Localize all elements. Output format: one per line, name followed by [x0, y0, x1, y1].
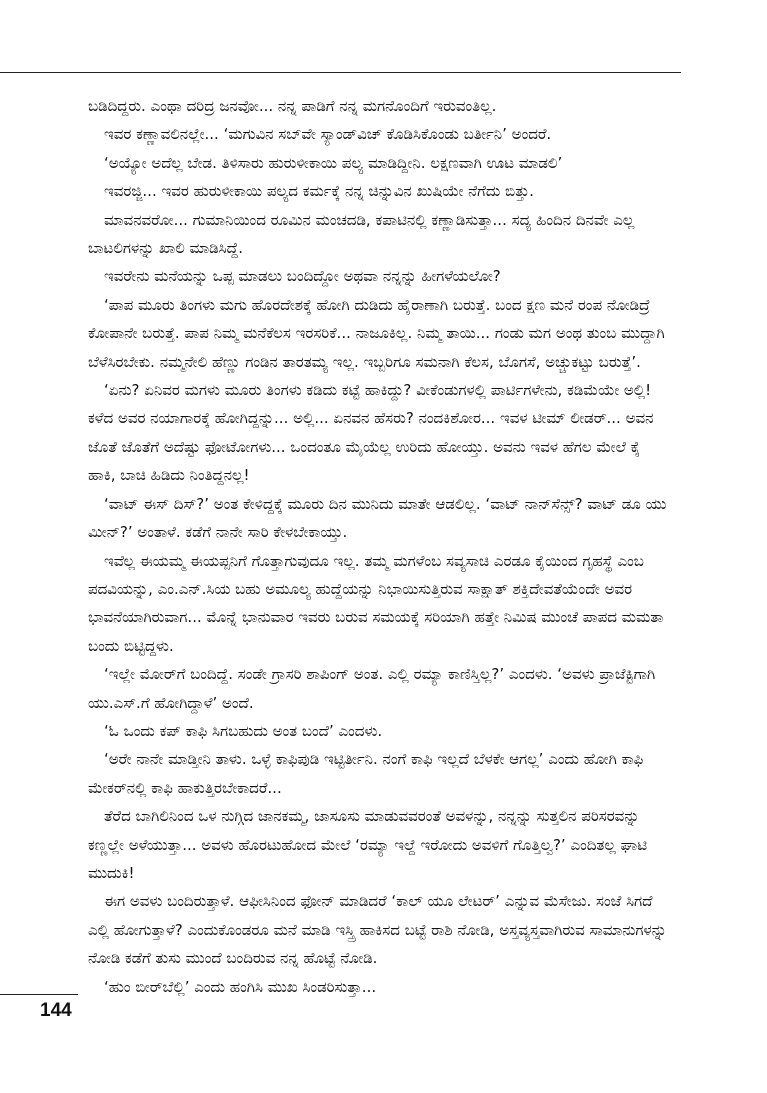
paragraph: ‘ಓ ಒಂದು ಕಪ್ ಕಾಫಿ ಸಿಗಬಹುದು ಅಂತ ಬಂದೆ’ ಎಂದಳು. [104, 721, 383, 740]
paragraph: ‘ಏನು? ಏನಿವರ ಮಗಳು ಮೂರು ತಿಂಗಳು ಕಡಿದು ಕಟ್ಟೆ ಹಾಕಿದ್ದು? ವೀಕೆಂಡುಗಳಲ್ಲಿ ಪಾರ್ಟಿಗಳೇನು, ಕಡಿಮೆಯೇ ಅಲ್ಲಿ! ಕಳೆದ ಅವರ ನಯಾಗಾರಕ್ಕೆ ಹೋಗಿದ್ದನ್ನು... ಅಲ್ಲಿ... ಏನವನ ಹೆಸರು? ನಂದಕಿಶೋರ... ಇವಳ ಟೀಮ್ ಲೀಡರ್... ಅವನ ಜೊತೆ ಜೊತೆಗೆ ಅದೆಷ್ಟು ಫೋಟೋಗಳು... ಒಂದಂತೂ ಮೈಯೆಲ್ಲ ಉರಿದು ಹೋಯ್ತು. ಅವನು ಇವಳ ಹೆಗಲ ಮೇಲೆ ಕೈ ಹಾಕಿ, ಬಾಚಿ ಹಿಡಿದು ನಿಂತಿದ್ದನಲ್ಲ! [88, 381, 654, 485]
paragraph: ‘ಅಯ್ಯೋ ಅದೆಲ್ಲ ಬೇಡ. ತಿಳಿಸಾರು ಹುರುಳೀಕಾಯಿ ಪಲ್ಯ ಮಾಡಿದ್ದೀನಿ. ಲಕ್ಷಣವಾಗಿ ಊಟ ಮಾಡಲಿ’ [104, 153, 563, 172]
footer-rule [0, 994, 78, 995]
paragraph: ಇವರ ಕಣ್ಣಾವಲಿನಲ್ಲೇ... ‘ಮಗುವಿನ ಸಬ್‌ವೇ ಸ್ಯಾಂಡ್‌ವಿಚ್ ಕೊಡಿಸಿಕೊಂಡು ಬರ್ತೀನಿ’ ಅಂದರೆ. [104, 125, 552, 144]
paragraph: ಇವರೇನು ಮನೆಯನ್ನು ಒಪ್ಪ ಮಾಡಲು ಬಂದಿದ್ದೋ ಅಥವಾ ನನ್ನನ್ನು ಹೀಗಳೆಯಲೋ? [104, 267, 501, 286]
page-number: 144 [40, 1000, 72, 1021]
paragraph: ಈಗ ಅವಳು ಬಂದಿರುತ್ತಾಳೆ. ಆಫೀಸಿನಿಂದ ಫೋನ್ ಮಾಡಿದರೆ ‘ಕಾಲ್ ಯೂ ಲೇಟರ್’ ಎನ್ನುವ ಮೆಸೇಜು. ಸಂಜೆ ಸಿಗದೆ ಎಲ್ಲಿ ಹೋಗುತ್ತಾಳೆ? ಎಂದುಕೊಂಡರೂ ಮನೆ ಮಾಡಿ ಇಸ್ತ್ರಿ ಹಾಕಿಸದ ಬಟ್ಟೆ ರಾಶಿ ನೋಡಿ, ಅಸ್ತವ್ಯಸ್ತವಾಗಿರುವ ಸಾಮಾನುಗಳನ್ನು ನೋಡಿ ಕಡೆಗೆ ತುಸು ಮುಂದೆ ಬಂದಿರುವ ನನ್ನ ಹೊಟ್ಟೆ ನೋಡಿ. [88, 892, 667, 968]
body-text [88, 92, 671, 1001]
paragraph: ‘ಇಲ್ಲೇ ಮೋರ್‌ಗೆ ಬಂದಿದ್ದೆ. ಸಂಡೇ ಗ್ರಾಸರಿ ಶಾಪಿಂಗ್ ಅಂತ. ಎಲ್ಲಿ ರಮ್ಯಾ ಕಾಣಿಸ್ತಿಲ್ಲ?’ ಎಂದಳು. ‘ಅವಳು ಪ್ರಾಜೆಕ್ಟಿಗಾಗಿ ಯು.ಎಸ್.ಗೆ ಹೋಗಿದ್ದಾಳೆ’ ಅಂದೆ. [88, 665, 656, 712]
paragraph: ತೆರೆದ ಬಾಗಿಲಿನಿಂದ ಒಳ ನುಗ್ಗಿದ ಜಾನಕಮ್ಮ, ಜಾಸೂಸು ಮಾಡುವವರಂತೆ ಅವಳನ್ನು, ನನ್ನನ್ನು ಸುತ್ತಲಿನ ಪರಿಸರವನ್ನು ಕಣ್ಣಲ್ಲೇ ಅಳೆಯುತ್ತಾ... ಅವಳು ಹೊರಟುಹೋದ ಮೇಲೆ ‘ರಮ್ಯಾ ಇಲ್ದೆ ಇರೋದು ಅವಳಿಗೆ ಗೊತ್ತಿಲ್ವ?’ ಎಂದಿತಲ್ಲ ಘಾಟಿ ಮುದುಕಿ! [88, 807, 647, 882]
paragraph: ‘ಹುಂ ಬೀರ್‌ಬೆಲ್ಲಿ’ ಎಂದು ಹಂಗಿಸಿ ಮುಖ ಸಿಂಡರಿಸುತ್ತಾ... [104, 977, 377, 996]
paragraph: ಇವೆಲ್ಲ ಈಯಮ್ಮ ಈಯಪ್ಪನಿಗೆ ಗೊತ್ತಾಗುವುದೂ ಇಲ್ಲ. ತಮ್ಮ ಮಗಳೆಂಬ ಸವ್ಯಸಾಚಿ ಎರಡೂ ಕೈಯಿಂದ ಗೃಹಸ್ಥೆ ಎಂಬ ಪದವಿಯನ್ನು, ಎಂ.ಎನ್.ಸಿಯ ಬಹು ಅಮೂಲ್ಯ ಹುದ್ದೆಯನ್ನು ನಿಭಾಯಿಸುತ್ತಿರುವ ಸಾಕ್ಷಾತ್ ಶಕ್ತಿದೇವತೆಯೆಂದೇ ಅವರ ಭಾವನೆಯಾಗಿರುವಾಗ... ಮೊನ್ನೆ ಭಾನುವಾರ ಇವರು ಬರುವ ಸಮಯಕ್ಕೆ ಸರಿಯಾಗಿ ಹತ್ತೇ ನಿಮಿಷ ಮುಂಚೆ ಪಾಪದ ಮಮತಾ ಬಂದು ಬಿಟ್ಟಿದ್ದಳು. [88, 551, 664, 655]
header-rule [0, 72, 681, 73]
paragraph: ‘ವಾಟ್ ಈಸ್ ದಿಸ್?’ ಅಂತ ಕೇಳಿದ್ದಕ್ಕೆ ಮೂರು ದಿನ ಮುನಿದು ಮಾತೇ ಆಡಲಿಲ್ಲ. ‘ವಾಟ್ ನಾನ್‌ಸೆನ್ಸ್? ವಾಟ್ ಡೂ ಯು ಮೀನ್?’ ಅಂತಾಳೆ. ಕಡೆಗೆ ನಾನೇ ಸಾರಿ ಕೇಳಬೇಕಾಯ್ತು. [88, 494, 667, 542]
paragraph: ಮಾವನವರೋ... ಗುಮಾನಿಯಿಂದ ರೂಮಿನ ಮಂಚದಡಿ, ಕಪಾಟಿನಲ್ಲಿ ಕಣ್ಣಾಡಿಸುತ್ತಾ... ಸದ್ಯ ಹಿಂದಿನ ದಿನವೇ ಎಲ್ಲ ಬಾಟಲಿಗಳನ್ನು ಖಾಲಿ ಮಾಡಿಸಿದ್ದೆ. [88, 210, 635, 258]
paragraph: ಬಡಿದಿದ್ದರು. ಎಂಥಾ ದರಿದ್ರ ಜನವೋ... ನನ್ನ ಪಾಡಿಗೆ ನನ್ನ ಮಗನೊಂದಿಗೆ ಇರುವಂತಿಲ್ಲ. [88, 97, 497, 115]
paragraph: ‘ಪಾಪ ಮೂರು ತಿಂಗಳು ಮಗು ಹೊರದೇಶಕ್ಕೆ ಹೋಗಿ ದುಡಿದು ಹೈರಾಣಾಗಿ ಬರುತ್ತೆ. ಬಂದ ಕ್ಷಣ ಮನೆ ರಂಪ ನೋಡಿದ್ರೆ ಕೋಪಾನೇ ಬರುತ್ತೆ. ಪಾಪ ನಿಮ್ಮ ಮನೆಕೆಲಸ ಇರಸರಿಕೆ... ನಾಜೂಕಿಲ್ಲ. ನಿಮ್ಮ ತಾಯಿ... ಗಂಡು ಮಗ ಅಂಥ ತುಂಬ ಮುದ್ದಾಗಿ ಬೆಳೆಸಿರಬೇಕು. ನಮ್ಮನೇಲಿ ಹೆಣ್ಣು ಗಂಡಿನ ತಾರತಮ್ಯ ಇಲ್ಲ. ಇಬ್ಬರಿಗೂ ಸಮನಾಗಿ ಕೆಲಸ, ಬೊಗಸೆ, ಅಚ್ಚುಕಟ್ಟು ಬರುತ್ತೆ’. [88, 295, 665, 371]
paragraph: ಇವರಜ್ಜಿ... ಇವರ ಹುರುಳೀಕಾಯಿ ಪಲ್ಯದ ಕರ್ಮಕ್ಕೆ ನನ್ನ ಚಿನ್ನುವಿನ ಖುಷಿಯೇ ನೆಗೆದು ಬಿತ್ತು. [104, 182, 534, 201]
paragraph: ‘ಅರೇ ನಾನೇ ಮಾಡ್ತೀನಿ ತಾಳು. ಒಳ್ಳೆ ಕಾಫಿಪುಡಿ ಇಟ್ಟಿರ್ತೀನಿ. ನಂಗೆ ಕಾಫಿ ಇಲ್ಲದೆ ಬೆಳಕೇ ಆಗಲ್ಲ’ ಎಂದು ಹೋಗಿ ಕಾಫಿ ಮೇಕರ್‌ನಲ್ಲಿ ಕಾಫಿ ಹಾಕುತ್ತಿರಬೇಕಾದರೆ... [88, 750, 644, 797]
